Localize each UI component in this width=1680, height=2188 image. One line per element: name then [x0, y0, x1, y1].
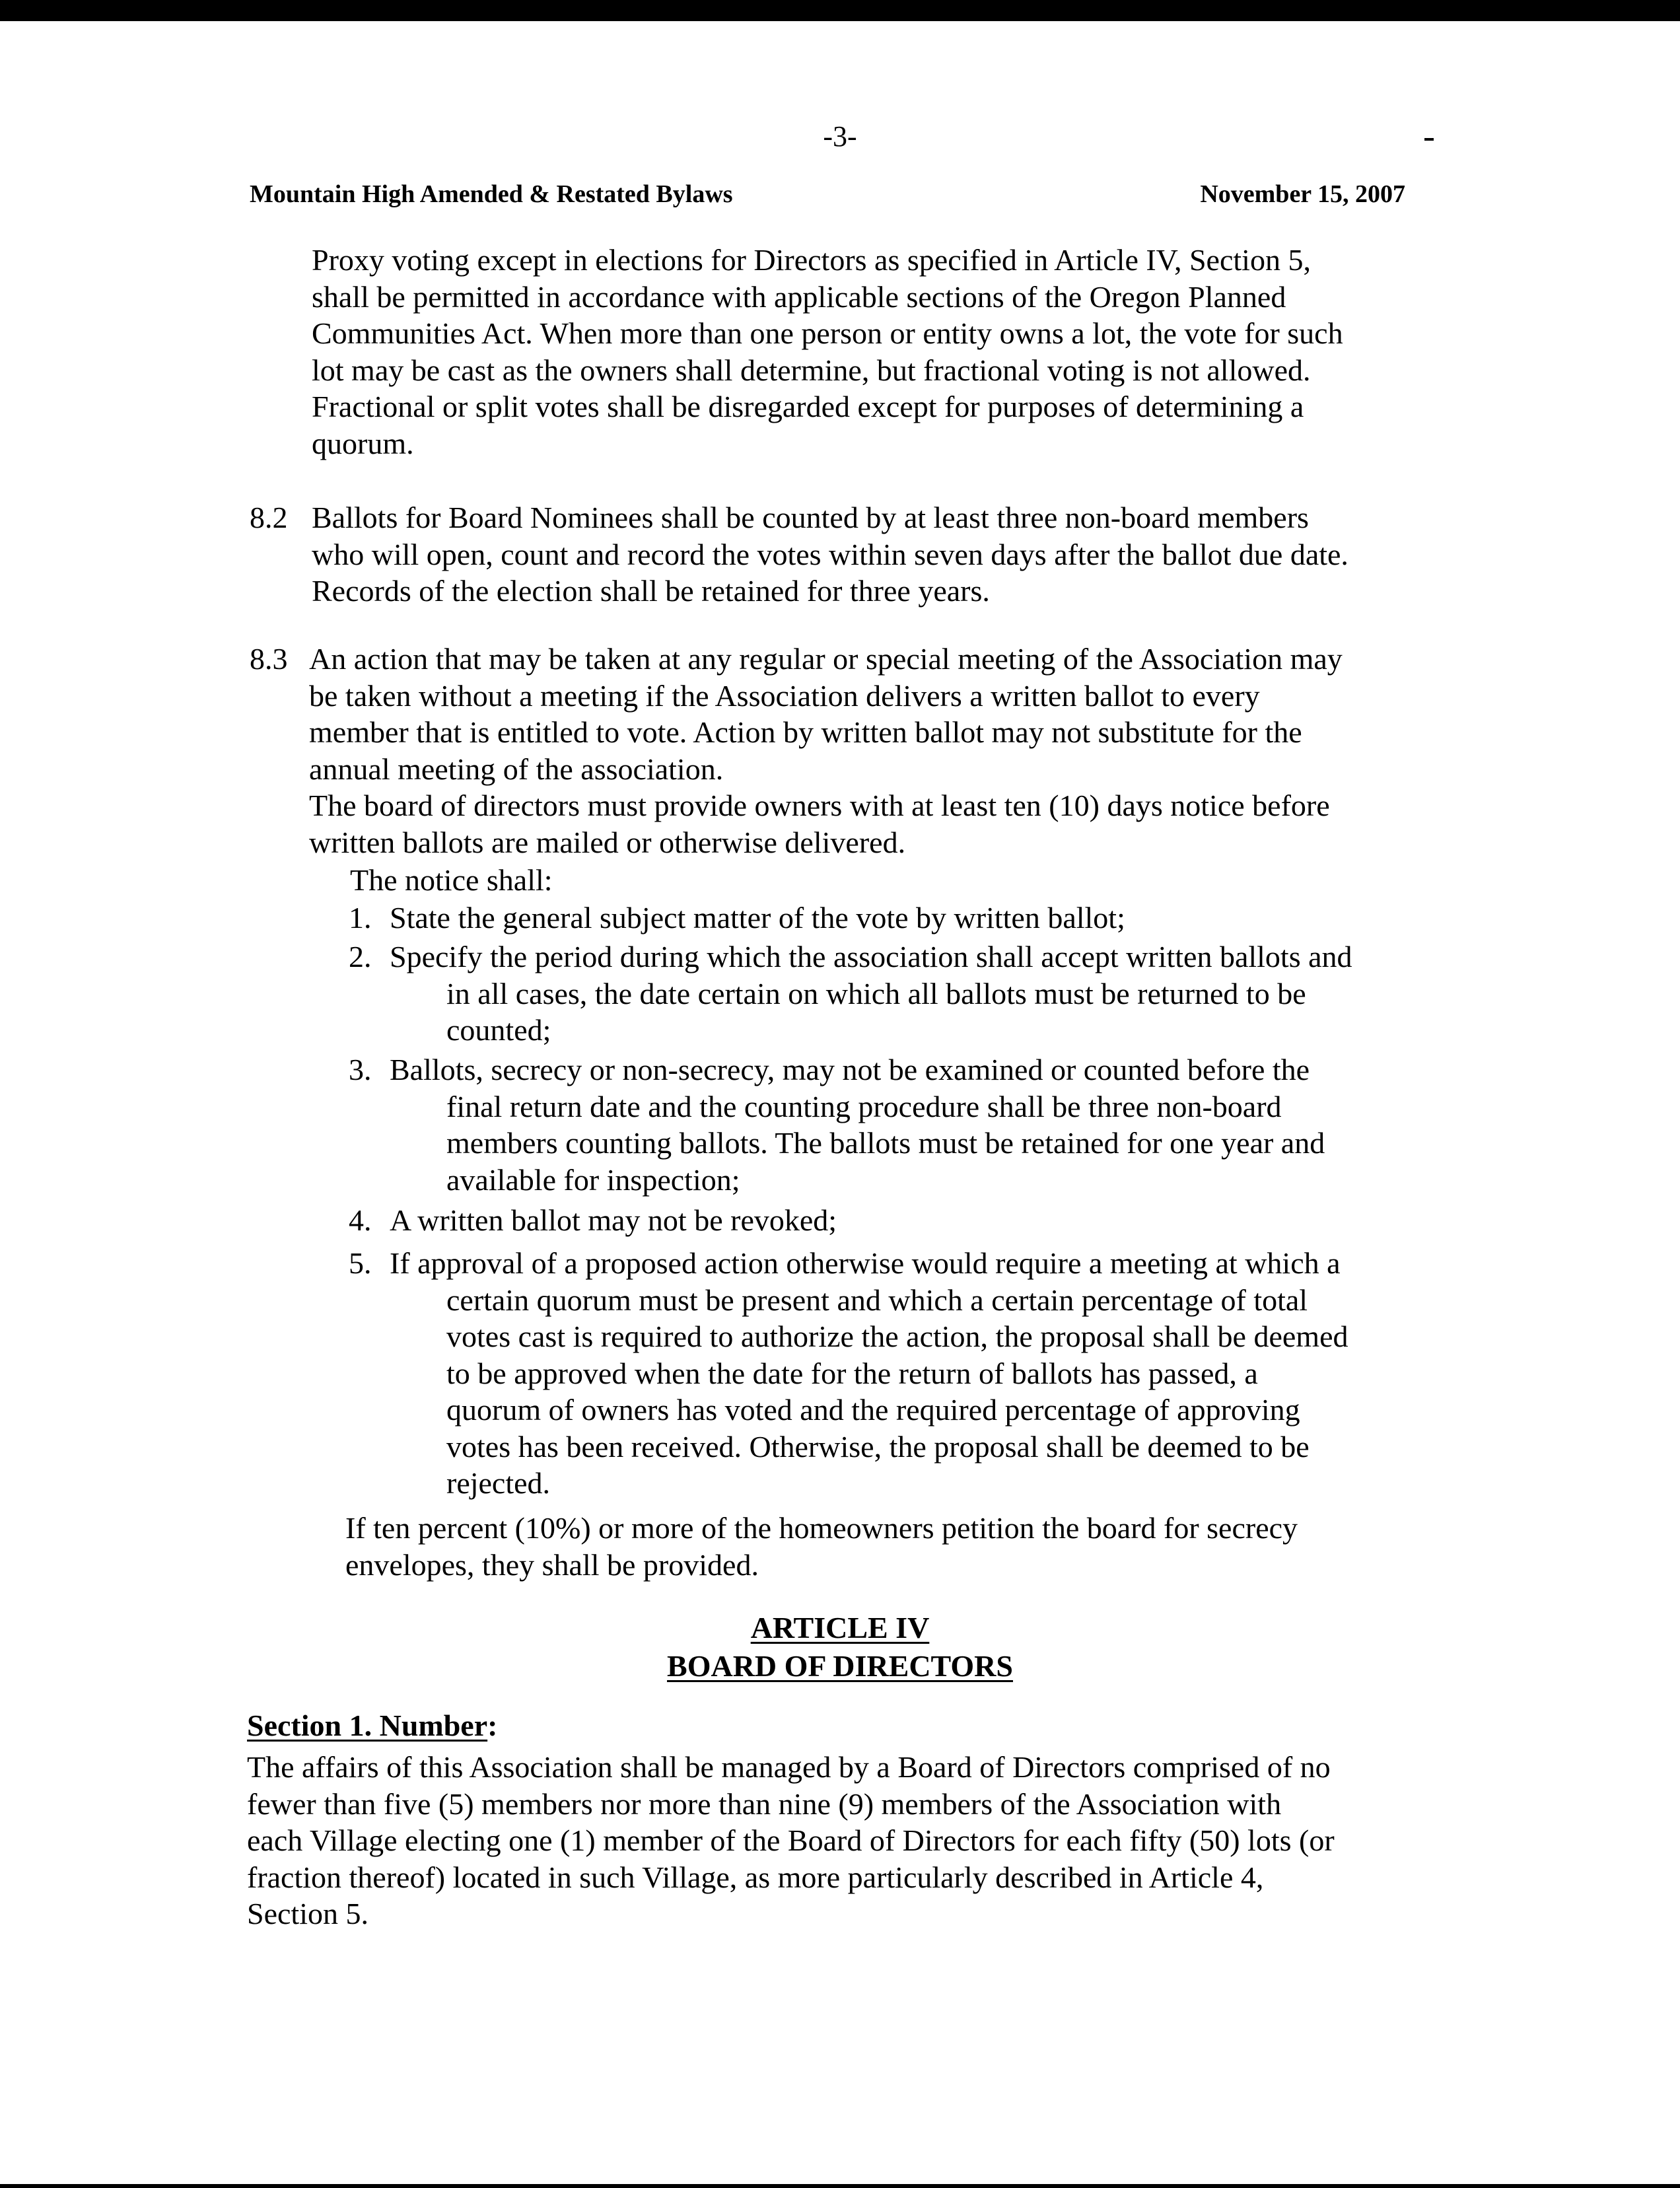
list-item-line: Ballots, secrecy or non-secrecy, may not be examined or counted before the [390, 1053, 1310, 1086]
list-item-line: If approval of a proposed action otherwise would require a meeting at which a [390, 1246, 1341, 1280]
list-item-line: Specify the period during which the association shall accept written ballots and [390, 940, 1352, 973]
paragraph-line: Ballots for Board Nominees shall be counted by at least three non-board members [312, 501, 1309, 534]
section-number-8-2: 8.2 [250, 501, 288, 534]
paragraph-line: be taken without a meeting if the Association delivers a written ballot to every [309, 678, 1260, 713]
list-item-line: members counting ballots. The ballots must be retained for one year and [446, 1126, 1325, 1160]
paragraph-line: annual meeting of the association. [309, 752, 724, 786]
paragraph-line: Communities Act. When more than one person or entity owns a lot, the vote for such [312, 316, 1343, 350]
list-item-line: A written ballot may not be revoked; [390, 1203, 837, 1237]
paragraph-line: member that is entitled to vote. Action by written ballot may not substitute for the [309, 715, 1302, 749]
list-item-line: to be approved when the date for the return of ballots has passed, a [446, 1356, 1258, 1390]
paragraph-line: An action that may be taken at any regular or special meeting of the Association may [309, 642, 1343, 676]
paragraph-line: lot may be cast as the owners shall determine, but fractional voting is not allowed. [312, 353, 1311, 387]
list-item-number: 3. [349, 1053, 372, 1086]
document-date: November 15, 2007 [1200, 180, 1405, 208]
section-8-2-paragraph [312, 499, 1348, 610]
paragraph-line: Proxy voting except in elections for Directors as specified in Article IV, Section 5, [312, 243, 1311, 277]
scan-top-border [0, 0, 1680, 21]
list-item-line: in all cases, the date certain on which all ballots must be returned to be [446, 976, 1306, 1010]
paragraph-line: quorum. [312, 426, 414, 460]
paragraph-line: Section 5. [247, 1897, 368, 1930]
paragraph-line: who will open, count and record the votes within seven days after the ballot due date. [312, 537, 1348, 571]
paragraph-line: envelopes, they shall be provided. [345, 1547, 759, 1582]
paragraph-line: The board of directors must provide owners with at least ten (10) days notice before [309, 789, 1330, 822]
list-item [390, 1202, 837, 1239]
article-number: ARTICLE IV [750, 1611, 930, 1644]
list-item-number: 1. [349, 901, 372, 935]
list-item [390, 900, 1125, 936]
list-item-line: quorum of owners has voted and the required percentage of approving [446, 1393, 1300, 1427]
list-item-line: certain quorum must be present and which a certain percentage of total [446, 1283, 1308, 1317]
list-item-line: rejected. [446, 1466, 551, 1500]
scan-bottom-border [0, 2184, 1680, 2188]
paragraph-line: Fractional or split votes shall be disregarded except for purposes of determining a [312, 390, 1304, 423]
proxy-voting-paragraph [312, 242, 1343, 462]
list-item [390, 1245, 1348, 1502]
paragraph-line: each Village electing one (1) member of the Board of Directors for each fifty (50) lots (or [247, 1823, 1335, 1857]
list-item-line: counted; [446, 1013, 551, 1047]
list-item-line: votes cast is required to authorize the action, the proposal shall be deemed [446, 1320, 1348, 1353]
paragraph-line: fewer than five (5) members nor more than nine (9) members of the Association with [247, 1786, 1282, 1821]
list-item-line: available for inspection; [446, 1162, 740, 1197]
section-1-heading [247, 1708, 497, 1743]
secrecy-envelope-paragraph [345, 1510, 1298, 1583]
section-8-3-paragraph [309, 641, 1343, 861]
paragraph-line: written ballots are mailed or otherwise delivered. [309, 825, 906, 859]
list-item [390, 1051, 1325, 1198]
section-1-colon: : [487, 1709, 498, 1742]
paragraph-line: If ten percent (10%) or more of the homeowners petition the board for secrecy [345, 1511, 1298, 1545]
section-1-paragraph [247, 1749, 1335, 1932]
article-title: BOARD OF DIRECTORS [667, 1649, 1013, 1683]
paragraph-line: Records of the election shall be retained for three years. [312, 574, 990, 608]
list-item-number: 2. [349, 940, 372, 973]
list-item [390, 938, 1352, 1049]
document-title: Mountain High Amended & Restated Bylaws [250, 180, 733, 208]
notice-intro: The notice shall: [350, 863, 553, 897]
page-number: -3- [823, 120, 857, 153]
paragraph-line: shall be permitted in accordance with applicable sections of the Oregon Planned [312, 279, 1286, 314]
paragraph-line: fraction thereof) located in such Village, as more particularly described in Article 4, [247, 1860, 1264, 1894]
list-item-line: votes has been received. Otherwise, the proposal shall be deemed to be [446, 1429, 1310, 1464]
article-heading [0, 1609, 1680, 1685]
list-item-number: 4. [349, 1203, 372, 1237]
section-number-8-3: 8.3 [250, 642, 288, 676]
paragraph-line: The affairs of this Association shall be managed by a Board of Directors comprised of no [247, 1750, 1331, 1784]
section-1-title: Section 1. Number [247, 1709, 488, 1742]
list-item-line: final return date and the counting procedure shall be three non-board [446, 1089, 1282, 1123]
list-item-line: State the general subject matter of the vote by written ballot; [390, 901, 1125, 935]
list-item-number: 5. [349, 1246, 372, 1280]
